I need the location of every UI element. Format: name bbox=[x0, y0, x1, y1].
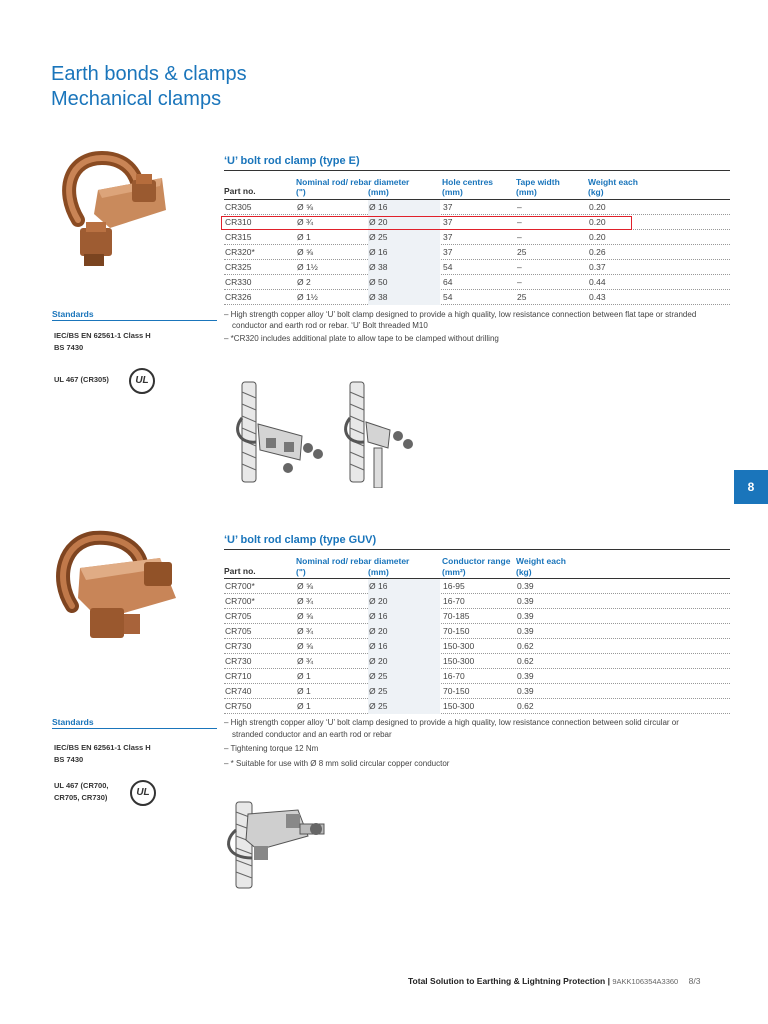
table-cell: Ø 1 bbox=[297, 232, 311, 242]
table-cell: CR310 bbox=[225, 217, 252, 227]
installation-diagram-tape-image bbox=[232, 378, 332, 488]
table-row bbox=[224, 290, 730, 305]
table-cell: 0.39 bbox=[517, 626, 534, 636]
table-cell: Ø 38 bbox=[369, 262, 388, 272]
table-cell: 150-300 bbox=[443, 656, 475, 666]
table-cell: Ø ¾ bbox=[297, 217, 314, 227]
table-cell: Ø 25 bbox=[369, 701, 388, 711]
table-cell: Ø ⅝ bbox=[297, 581, 314, 591]
page-subtitle: Mechanical clamps bbox=[51, 88, 222, 110]
table-cell: Ø 2 bbox=[297, 277, 311, 287]
table-cell: 0.39 bbox=[517, 671, 534, 681]
standards-rule-2 bbox=[52, 728, 217, 729]
table-cell: 0.62 bbox=[517, 641, 534, 651]
table-cell: 70-150 bbox=[443, 626, 470, 636]
standard-iec: IEC/BS EN 62561-1 Class H bbox=[54, 331, 151, 340]
table-cell: 25 bbox=[517, 292, 527, 302]
table-cell: – bbox=[517, 202, 522, 212]
col-conductor-range: Conductor range bbox=[442, 556, 511, 566]
table-cell: Ø ⅝ bbox=[297, 247, 314, 257]
table-cell: 16-70 bbox=[443, 671, 465, 681]
table-cell: 0.39 bbox=[517, 596, 534, 606]
installation-diagram-rod-image bbox=[330, 378, 420, 488]
standards-heading: Standards bbox=[52, 309, 94, 319]
table-cell: Ø 16 bbox=[369, 247, 388, 257]
type-guv-note-2: – Tightening torque 12 Nm bbox=[224, 744, 319, 753]
table-cell: Ø ¾ bbox=[297, 626, 314, 636]
table-cell: 0.44 bbox=[589, 277, 606, 287]
col-inch-unit-2: (") bbox=[296, 567, 306, 577]
table-row bbox=[224, 669, 730, 684]
table-cell: 0.20 bbox=[589, 232, 606, 242]
table-cell: 0.43 bbox=[589, 292, 606, 302]
type-guv-table bbox=[224, 550, 730, 720]
table-cell: CR330 bbox=[225, 277, 252, 287]
table-row bbox=[224, 594, 730, 609]
table-row bbox=[224, 624, 730, 639]
table-cell: – bbox=[517, 262, 522, 272]
table-cell: Ø 20 bbox=[369, 596, 388, 606]
table-cell: CR700* bbox=[225, 596, 255, 606]
table-row bbox=[224, 245, 730, 260]
col-hole-unit: (mm) bbox=[442, 187, 463, 197]
col-weight: Weight each bbox=[588, 177, 638, 187]
table-cell: 16-70 bbox=[443, 596, 465, 606]
table-cell: Ø 50 bbox=[369, 277, 388, 287]
table-cell: 150-300 bbox=[443, 701, 475, 711]
standards-heading-2: Standards bbox=[52, 717, 94, 727]
table-cell: 16-95 bbox=[443, 581, 465, 591]
table-row bbox=[224, 260, 730, 275]
table-cell: 70-185 bbox=[443, 611, 470, 621]
table-cell: 64 bbox=[443, 277, 453, 287]
table-cell: CR710 bbox=[225, 671, 252, 681]
table-cell: – bbox=[517, 232, 522, 242]
table-row bbox=[224, 579, 730, 594]
table-cell: CR305 bbox=[225, 202, 252, 212]
standards-rule bbox=[52, 320, 217, 321]
type-e-note-2: – *CR320 includes additional plate to allow tape to be clamped without drilling bbox=[224, 334, 499, 343]
table-cell: 54 bbox=[443, 292, 453, 302]
u-bolt-clamp-type-guv-image bbox=[50, 528, 180, 648]
table-cell: 25 bbox=[517, 247, 527, 257]
table-cell: Ø ⅝ bbox=[297, 641, 314, 651]
standard-ul-2a: UL 467 (CR700, bbox=[54, 781, 109, 790]
table-row bbox=[224, 275, 730, 290]
type-guv-note-1: – High strength copper alloy ‘U’ bolt clamp designed to provide a high quality, low resistance connection between solid circular or bbox=[224, 718, 679, 727]
col-hole-centres: Hole centres bbox=[442, 177, 494, 187]
type-e-note-1: – High strength copper alloy ‘U’ bolt clamp designed to provide a high quality, low resistance connection between flat tape or stranded bbox=[224, 310, 697, 319]
table-cell: CR705 bbox=[225, 611, 252, 621]
chapter-tab[interactable]: 8 bbox=[734, 470, 768, 504]
col-part-no-2: Part no. bbox=[224, 566, 256, 576]
table-cell: Ø 1 bbox=[297, 671, 311, 681]
table-cell: CR326 bbox=[225, 292, 252, 302]
table-cell: CR750 bbox=[225, 701, 252, 711]
col-mm-unit-2: (mm) bbox=[368, 567, 389, 577]
table-cell: CR320* bbox=[225, 247, 255, 257]
standard-ul-2b: CR705, CR730) bbox=[54, 793, 108, 802]
table-cell: Ø 38 bbox=[369, 292, 388, 302]
table-cell: 54 bbox=[443, 262, 453, 272]
table-cell: CR315 bbox=[225, 232, 252, 242]
table-cell: CR700* bbox=[225, 581, 255, 591]
table-cell: CR730 bbox=[225, 641, 252, 651]
table-row bbox=[224, 200, 730, 215]
col-weight-unit: (kg) bbox=[588, 187, 604, 197]
type-guv-note-1b: stranded conductor and an earth rod or rebar bbox=[232, 730, 392, 739]
ul-logo-icon-2: UL bbox=[130, 780, 156, 806]
table-cell: 0.39 bbox=[517, 581, 534, 591]
table-cell: 37 bbox=[443, 202, 453, 212]
table-cell: Ø 25 bbox=[369, 671, 388, 681]
table-cell: Ø ¾ bbox=[297, 596, 314, 606]
col-weight-2: Weight each bbox=[516, 556, 566, 566]
section-title-type-e: ‘U’ bolt rod clamp (type E) bbox=[224, 155, 360, 167]
table-row bbox=[224, 699, 730, 714]
col-weight-unit-2: (kg) bbox=[516, 567, 532, 577]
col-nominal-2: Nominal rod/ rebar diameter bbox=[296, 556, 410, 566]
col-part-no: Part no. bbox=[224, 186, 256, 196]
table-cell: – bbox=[517, 217, 522, 227]
col-inch-unit: (") bbox=[296, 187, 306, 197]
table-cell: 0.39 bbox=[517, 611, 534, 621]
table-cell: 0.37 bbox=[589, 262, 606, 272]
table-cell: Ø 20 bbox=[369, 656, 388, 666]
col-nominal: Nominal rod/ rebar diameter bbox=[296, 177, 410, 187]
table-cell: Ø 16 bbox=[369, 581, 388, 591]
standard-iec-2: IEC/BS EN 62561-1 Class H bbox=[54, 743, 151, 752]
table-cell: Ø 20 bbox=[369, 217, 388, 227]
table-cell: Ø ⅝ bbox=[297, 202, 314, 212]
type-e-note-1b: conductor and earth rod or rebar. ‘U’ Bolt threaded M10 bbox=[232, 321, 428, 330]
table-cell: CR740 bbox=[225, 686, 252, 696]
table-cell: 70-150 bbox=[443, 686, 470, 696]
col-mm-unit: (mm) bbox=[368, 187, 389, 197]
table-row bbox=[224, 609, 730, 624]
table-cell: 37 bbox=[443, 232, 453, 242]
table-cell: 0.20 bbox=[589, 217, 606, 227]
table-cell: 0.20 bbox=[589, 202, 606, 212]
footer-page-number: 8/3 bbox=[688, 976, 701, 986]
footer-doc-number: 9AKK106354A3360 bbox=[612, 977, 679, 986]
table-cell: Ø 1 bbox=[297, 701, 311, 711]
table-cell: 37 bbox=[443, 217, 453, 227]
table-cell: 0.62 bbox=[517, 656, 534, 666]
table-cell: Ø 1½ bbox=[297, 292, 318, 302]
ul-logo-icon: UL bbox=[129, 368, 155, 394]
table-cell: CR325 bbox=[225, 262, 252, 272]
table-cell: Ø 16 bbox=[369, 202, 388, 212]
table-cell: Ø 1 bbox=[297, 686, 311, 696]
standard-bs-2: BS 7430 bbox=[54, 755, 84, 764]
table-cell: Ø 20 bbox=[369, 626, 388, 636]
table-cell: Ø 25 bbox=[369, 232, 388, 242]
table-cell: CR705 bbox=[225, 626, 252, 636]
type-guv-note-3: – * Suitable for use with Ø 8 mm solid circular copper conductor bbox=[224, 759, 450, 768]
table-row bbox=[224, 230, 730, 245]
table-cell: Ø 25 bbox=[369, 686, 388, 696]
table-cell: Ø 1½ bbox=[297, 262, 318, 272]
page-title: Earth bonds & clamps bbox=[51, 63, 247, 85]
table-cell: 37 bbox=[443, 247, 453, 257]
table-cell: – bbox=[517, 277, 522, 287]
col-tape-unit: (mm) bbox=[516, 187, 537, 197]
table-cell: 0.62 bbox=[517, 701, 534, 711]
type-e-table bbox=[224, 171, 730, 311]
u-bolt-clamp-type-e-image bbox=[50, 150, 170, 270]
table-cell: Ø 16 bbox=[369, 611, 388, 621]
section-title-type-guv: ‘U’ bolt rod clamp (type GUV) bbox=[224, 534, 377, 546]
table-row bbox=[224, 639, 730, 654]
standard-bs: BS 7430 bbox=[54, 343, 84, 352]
table-cell: Ø ⅝ bbox=[297, 611, 314, 621]
table-row bbox=[224, 654, 730, 669]
table-cell: 150-300 bbox=[443, 641, 475, 651]
table-cell: 0.26 bbox=[589, 247, 606, 257]
table-cell: Ø ¾ bbox=[297, 656, 314, 666]
col-conductor-unit: (mm²) bbox=[442, 567, 466, 577]
row-highlight-cr310 bbox=[221, 216, 632, 230]
col-tape-width: Tape width bbox=[516, 177, 560, 187]
table-row bbox=[224, 684, 730, 699]
table-cell: CR730 bbox=[225, 656, 252, 666]
table-cell: Ø 16 bbox=[369, 641, 388, 651]
footer-title: Total Solution to Earthing & Lightning Protection | bbox=[408, 976, 610, 986]
standard-ul: UL 467 (CR305) bbox=[54, 375, 109, 384]
installation-diagram-guv-image bbox=[218, 800, 328, 890]
table-cell: 0.39 bbox=[517, 686, 534, 696]
page-footer bbox=[408, 976, 700, 986]
